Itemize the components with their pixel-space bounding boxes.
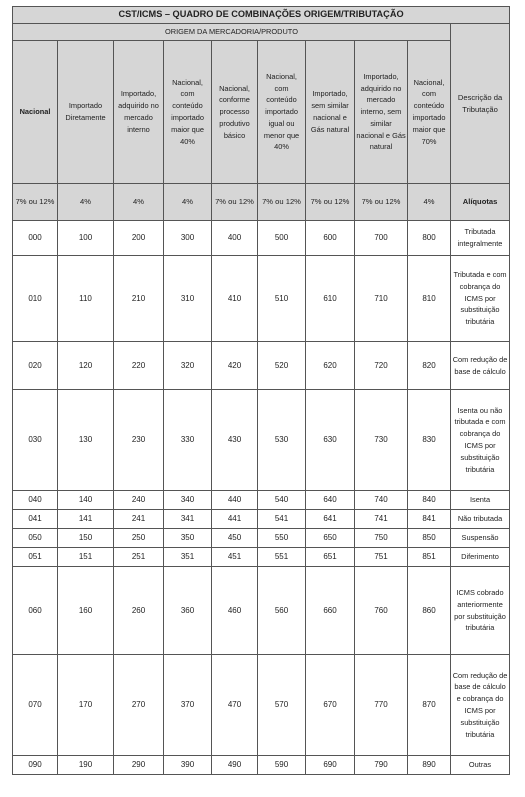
aliquota-cell: 7% ou 12% — [355, 184, 408, 221]
cst-code-cell: 341 — [164, 510, 212, 529]
cst-code-cell: 451 — [212, 548, 258, 567]
cst-code-cell: 370 — [164, 655, 212, 756]
tributacao-description: Não tributada — [451, 510, 510, 529]
cst-code-cell: 810 — [408, 256, 451, 342]
cst-code-cell: 870 — [408, 655, 451, 756]
cst-code-cell: 351 — [164, 548, 212, 567]
cst-rows — [13, 221, 510, 775]
table-row — [13, 655, 510, 756]
column-header-importado-mercado-interno: Importado, adquirido no mercado interno — [114, 41, 164, 184]
cst-code-cell: 150 — [58, 529, 114, 548]
cst-code-cell: 330 — [164, 390, 212, 491]
cst-code-cell: 070 — [13, 655, 58, 756]
cst-code-cell: 741 — [355, 510, 408, 529]
cst-code-cell: 440 — [212, 491, 258, 510]
table-row — [13, 567, 510, 655]
table-row — [13, 342, 510, 390]
cst-code-cell: 510 — [258, 256, 306, 342]
cst-code-cell: 350 — [164, 529, 212, 548]
cst-code-cell: 390 — [164, 756, 212, 775]
cst-code-cell: 851 — [408, 548, 451, 567]
tributacao-description: Isenta ou não tributada e com cobrança do ICMS por substituição tributária — [451, 390, 510, 491]
cst-code-cell: 600 — [306, 221, 355, 256]
cst-code-cell: 000 — [13, 221, 58, 256]
aliquota-cell: 4% — [58, 184, 114, 221]
cst-code-cell: 650 — [306, 529, 355, 548]
cst-code-cell: 240 — [114, 491, 164, 510]
cst-code-cell: 400 — [212, 221, 258, 256]
cst-code-cell: 050 — [13, 529, 58, 548]
cst-code-cell: 230 — [114, 390, 164, 491]
cst-code-cell: 090 — [13, 756, 58, 775]
description-header: Descrição da Tributação — [451, 24, 510, 184]
aliquota-cell: 4% — [114, 184, 164, 221]
cst-code-cell: 800 — [408, 221, 451, 256]
cst-code-cell: 151 — [58, 548, 114, 567]
cst-code-cell: 620 — [306, 342, 355, 390]
cst-code-cell: 220 — [114, 342, 164, 390]
cst-code-cell: 730 — [355, 390, 408, 491]
column-header-nacional-menor-40: Nacional, com conteúdo importado igual ou menor que 40% — [258, 41, 306, 184]
cst-code-cell: 041 — [13, 510, 58, 529]
cst-code-cell: 530 — [258, 390, 306, 491]
cst-code-cell: 550 — [258, 529, 306, 548]
cst-code-cell: 310 — [164, 256, 212, 342]
cst-code-cell: 020 — [13, 342, 58, 390]
cst-code-cell: 100 — [58, 221, 114, 256]
cst-code-cell: 651 — [306, 548, 355, 567]
table-row — [13, 491, 510, 510]
cst-code-cell: 820 — [408, 342, 451, 390]
table-row — [13, 221, 510, 256]
cst-code-cell: 450 — [212, 529, 258, 548]
cst-code-cell: 630 — [306, 390, 355, 491]
aliquotas-row — [13, 184, 510, 221]
cst-code-cell: 430 — [212, 390, 258, 491]
tributacao-description: Outras — [451, 756, 510, 775]
cst-code-cell: 441 — [212, 510, 258, 529]
table-row — [13, 256, 510, 342]
cst-code-cell: 320 — [164, 342, 212, 390]
column-header-importado-diretamente: Importado Diretamente — [58, 41, 114, 184]
cst-code-cell: 141 — [58, 510, 114, 529]
aliquota-cell: 7% ou 12% — [306, 184, 355, 221]
cst-code-cell: 200 — [114, 221, 164, 256]
aliquota-cell: 4% — [408, 184, 451, 221]
table-row — [13, 510, 510, 529]
aliquota-cell: 7% ou 12% — [13, 184, 58, 221]
cst-code-cell: 560 — [258, 567, 306, 655]
tributacao-description: Suspensão — [451, 529, 510, 548]
cst-code-cell: 890 — [408, 756, 451, 775]
cst-code-cell: 700 — [355, 221, 408, 256]
cst-code-cell: 120 — [58, 342, 114, 390]
table-row — [13, 390, 510, 491]
cst-code-cell: 040 — [13, 491, 58, 510]
aliquotas-label: Alíquotas — [451, 184, 510, 221]
cst-code-cell: 290 — [114, 756, 164, 775]
column-header-nacional-ppb: Nacional, conforme processo produtivo básico — [212, 41, 258, 184]
cst-code-cell: 840 — [408, 491, 451, 510]
cst-code-cell: 130 — [58, 390, 114, 491]
cst-code-cell: 540 — [258, 491, 306, 510]
cst-code-cell: 110 — [58, 256, 114, 342]
cst-code-cell: 051 — [13, 548, 58, 567]
aliquota-cell: 7% ou 12% — [258, 184, 306, 221]
cst-code-cell: 760 — [355, 567, 408, 655]
origem-header: ORIGEM DA MERCADORIA/PRODUTO — [13, 24, 451, 41]
cst-code-cell: 690 — [306, 756, 355, 775]
cst-code-cell: 710 — [355, 256, 408, 342]
table-row — [13, 756, 510, 775]
cst-code-cell: 660 — [306, 567, 355, 655]
cst-table-container — [12, 6, 509, 775]
cst-code-cell: 500 — [258, 221, 306, 256]
cst-code-cell: 570 — [258, 655, 306, 756]
cst-code-cell: 460 — [212, 567, 258, 655]
cst-code-cell: 541 — [258, 510, 306, 529]
cst-code-cell: 140 — [58, 491, 114, 510]
cst-code-cell: 640 — [306, 491, 355, 510]
tributacao-description: Diferimento — [451, 548, 510, 567]
column-header-nacional-maior-70: Nacional, com conteúdo importado maior que 70% — [408, 41, 451, 184]
cst-code-cell: 251 — [114, 548, 164, 567]
cst-code-cell: 850 — [408, 529, 451, 548]
cst-code-cell: 190 — [58, 756, 114, 775]
cst-code-cell: 641 — [306, 510, 355, 529]
cst-code-cell: 520 — [258, 342, 306, 390]
cst-code-cell: 060 — [13, 567, 58, 655]
cst-code-cell: 270 — [114, 655, 164, 756]
cst-code-cell: 241 — [114, 510, 164, 529]
cst-code-cell: 740 — [355, 491, 408, 510]
cst-code-cell: 490 — [212, 756, 258, 775]
cst-code-cell: 470 — [212, 655, 258, 756]
cst-code-cell: 590 — [258, 756, 306, 775]
cst-code-cell: 670 — [306, 655, 355, 756]
cst-code-cell: 841 — [408, 510, 451, 529]
cst-code-cell: 720 — [355, 342, 408, 390]
column-header-nacional: Nacional — [13, 41, 58, 184]
aliquota-cell: 7% ou 12% — [212, 184, 258, 221]
table-title: CST/ICMS – QUADRO DE COMBINAÇÕES ORIGEM/TRIBUTAÇÃO — [13, 7, 510, 24]
column-header-importado-sem-similar: Importado, sem similar nacional e Gás natural — [306, 41, 355, 184]
cst-code-cell: 750 — [355, 529, 408, 548]
tributacao-description: ICMS cobrado anteriormente por substituição tributária — [451, 567, 510, 655]
tributacao-description: Com redução de base de cálculo e cobrança do ICMS por substituição tributária — [451, 655, 510, 756]
cst-code-cell: 551 — [258, 548, 306, 567]
cst-code-cell: 030 — [13, 390, 58, 491]
tributacao-description: Tributada integralmente — [451, 221, 510, 256]
cst-code-cell: 830 — [408, 390, 451, 491]
cst-code-cell: 860 — [408, 567, 451, 655]
cst-code-cell: 210 — [114, 256, 164, 342]
cst-code-cell: 010 — [13, 256, 58, 342]
cst-code-cell: 410 — [212, 256, 258, 342]
tributacao-description: Com redução de base de cálculo — [451, 342, 510, 390]
cst-code-cell: 340 — [164, 491, 212, 510]
tributacao-description: Isenta — [451, 491, 510, 510]
column-header-nacional-maior-40: Nacional, com conteúdo importado maior que 40% — [164, 41, 212, 184]
cst-code-cell: 260 — [114, 567, 164, 655]
aliquota-cell: 4% — [164, 184, 212, 221]
cst-code-cell: 170 — [58, 655, 114, 756]
table-row — [13, 529, 510, 548]
cst-code-cell: 790 — [355, 756, 408, 775]
cst-code-cell: 160 — [58, 567, 114, 655]
cst-code-cell: 300 — [164, 221, 212, 256]
cst-icms-table — [12, 6, 510, 775]
cst-code-cell: 751 — [355, 548, 408, 567]
cst-code-cell: 250 — [114, 529, 164, 548]
cst-code-cell: 360 — [164, 567, 212, 655]
column-header-importado-interno-sem-similar: Importado, adquirido no mercado interno, sem similar nacional e Gás natural — [355, 41, 408, 184]
cst-code-cell: 770 — [355, 655, 408, 756]
cst-code-cell: 420 — [212, 342, 258, 390]
tributacao-description: Tributada e com cobrança do ICMS por substituição tributária — [451, 256, 510, 342]
cst-code-cell: 610 — [306, 256, 355, 342]
table-row — [13, 548, 510, 567]
